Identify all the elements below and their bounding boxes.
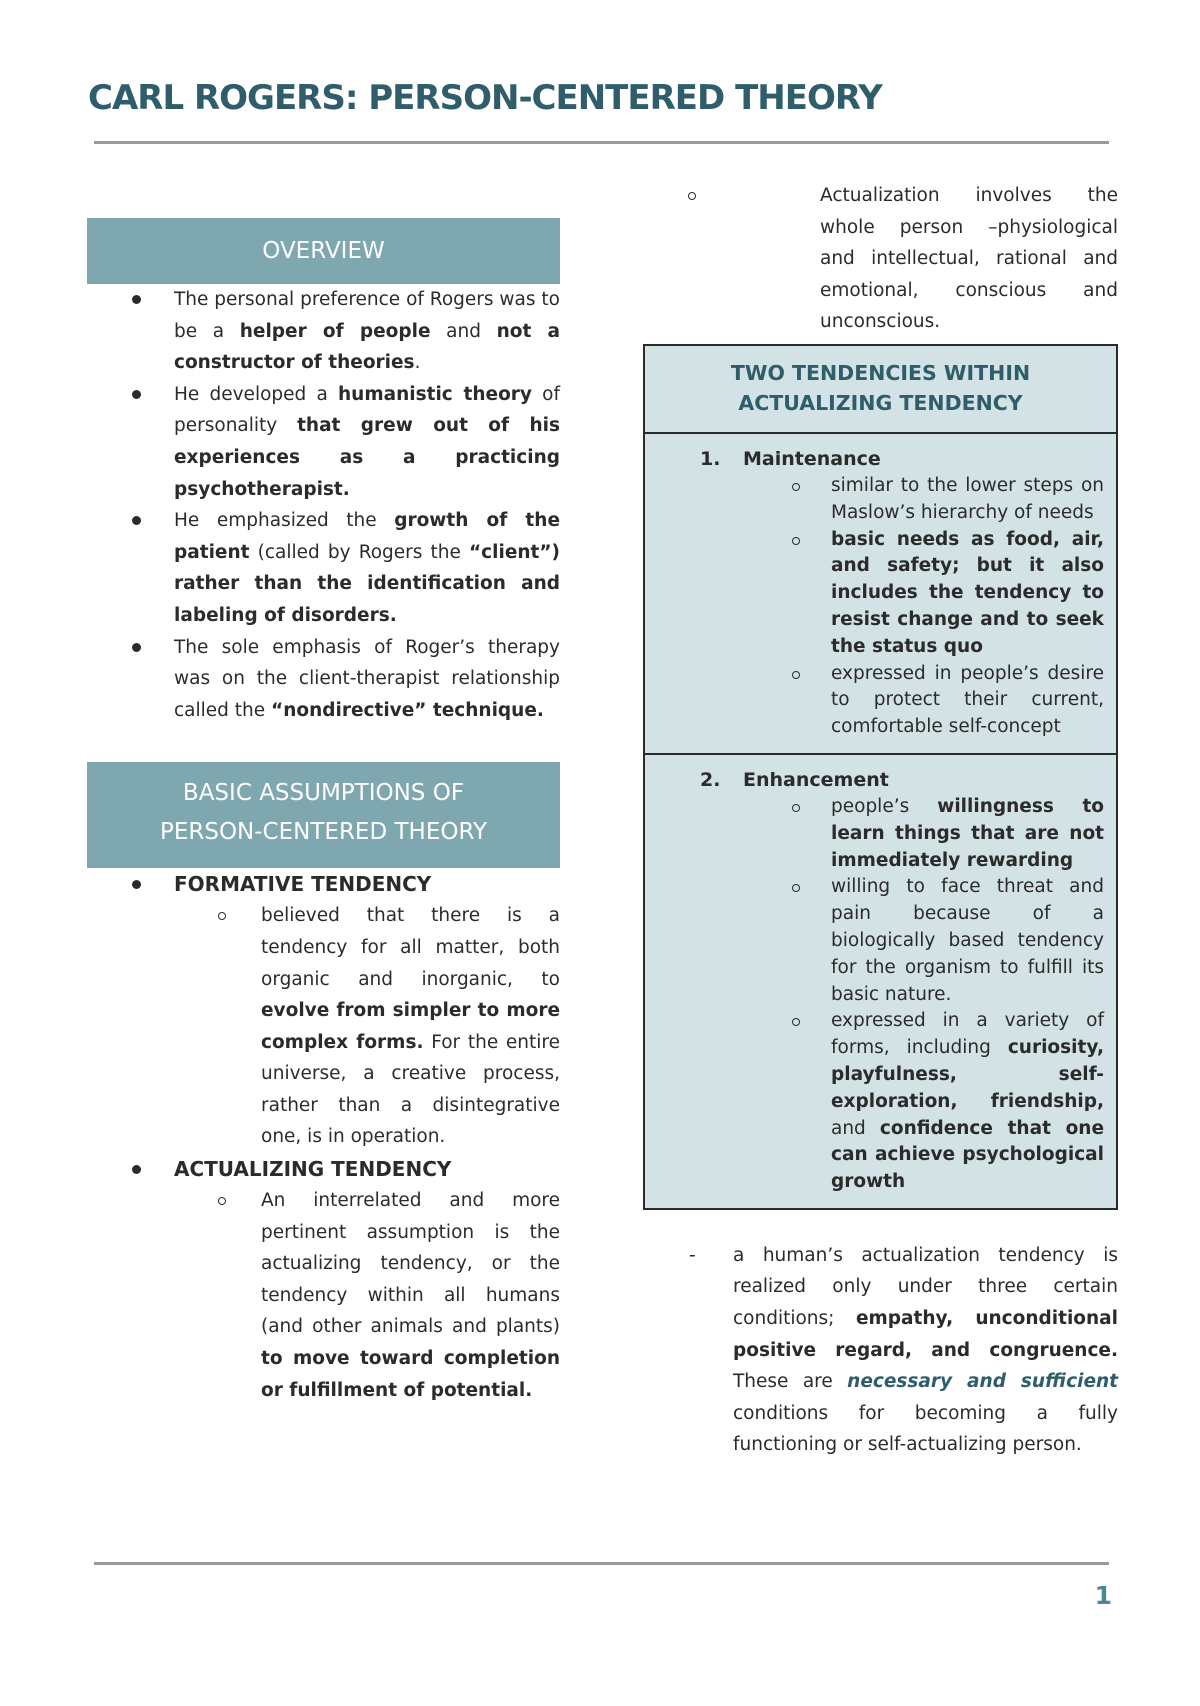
overview-bullet: He emphasized the growth of the patient (called by Rogers the “client”) rather than the identification and labeling of disorders.	[87, 505, 560, 631]
right-column	[643, 180, 1118, 1461]
formative-tendency-label: FORMATIVE TENDENCY	[87, 868, 560, 900]
actualizing-description: An interrelated and more pertinent assumption is the actualizing tendency, or the tendency within all humans (and other animals and plants) to move toward completion or fulfillment of potential.	[87, 1185, 560, 1406]
enhancement-item: expressed in a variety of forms, including curiosity, playfulness, self-exploration, friendship, and confidence that one can achieve psychological growth	[645, 1008, 1104, 1196]
actualizing-tendency-label: ACTUALIZING TENDENCY	[87, 1153, 560, 1185]
tendencies-box	[643, 344, 1118, 1210]
assumptions-list	[87, 868, 560, 1406]
header-rule	[94, 141, 1109, 144]
conditions-paragraph: - a human’s actualization tendency is realized only under three certain conditions; empathy, unconditional positive regard, and congruence. These are necessary and sufficient conditions for becoming a fully functioning or self-actualizing person.	[643, 1240, 1118, 1461]
overview-bullet: He developed a humanistic theory of personality that grew out of his experiences as a practicing psychotherapist.	[87, 379, 560, 505]
assumptions-heading: BASIC ASSUMPTIONS OF PERSON-CENTERED THEORY	[87, 762, 560, 868]
enhancement-item: willing to face threat and pain because of a biologically based tendency for the organism to fulfill its basic nature.	[645, 874, 1104, 1008]
overview-bullet: The personal preference of Rogers was to be a helper of people and not a constructor of theories.	[87, 284, 560, 379]
enhancement-item: people’s willingness to learn things that are not immediately rewarding	[645, 794, 1104, 874]
enhancement-section	[645, 753, 1116, 1208]
left-column	[87, 218, 560, 1406]
actualizing-group	[87, 1185, 560, 1406]
page-title: CARL ROGERS: PERSON-CENTERED THEORY	[88, 78, 882, 118]
formative-description: believed that there is a tendency for all matter, both organic and inorganic, to evolve from simpler to more complex forms. For the entire universe, a creative process, rather than a disintegrative one, is in operation.	[87, 900, 560, 1153]
overview-heading: OVERVIEW	[87, 218, 560, 284]
actualization-continuation	[643, 180, 1118, 338]
maintenance-item: basic needs as food, air, and safety; but it also includes the tendency to resist change and to seek the status quo	[645, 527, 1104, 661]
formative-group	[87, 900, 560, 1153]
enhancement-label: 2. Enhancement	[700, 768, 889, 791]
page-number: 1	[1094, 1581, 1112, 1610]
maintenance-label: 1. Maintenance	[700, 447, 881, 470]
actualization-whole-person: Actualization involves the whole person –physiological and intellectual, rational and emotional, conscious and unconscious.	[643, 180, 1118, 338]
overview-bullet: The sole emphasis of Roger’s therapy was on the client-therapist relationship called the “nondirective” technique.	[87, 632, 560, 727]
tendencies-box-heading: TWO TENDENCIES WITHIN ACTUALIZING TENDENCY	[645, 346, 1116, 434]
overview-list	[87, 284, 560, 726]
footer-rule	[94, 1562, 1109, 1565]
maintenance-item: similar to the lower steps on Maslow’s hierarchy of needs	[645, 473, 1104, 527]
maintenance-section	[645, 434, 1116, 753]
maintenance-item: expressed in people’s desire to protect their current, comfortable self-concept	[645, 661, 1104, 741]
